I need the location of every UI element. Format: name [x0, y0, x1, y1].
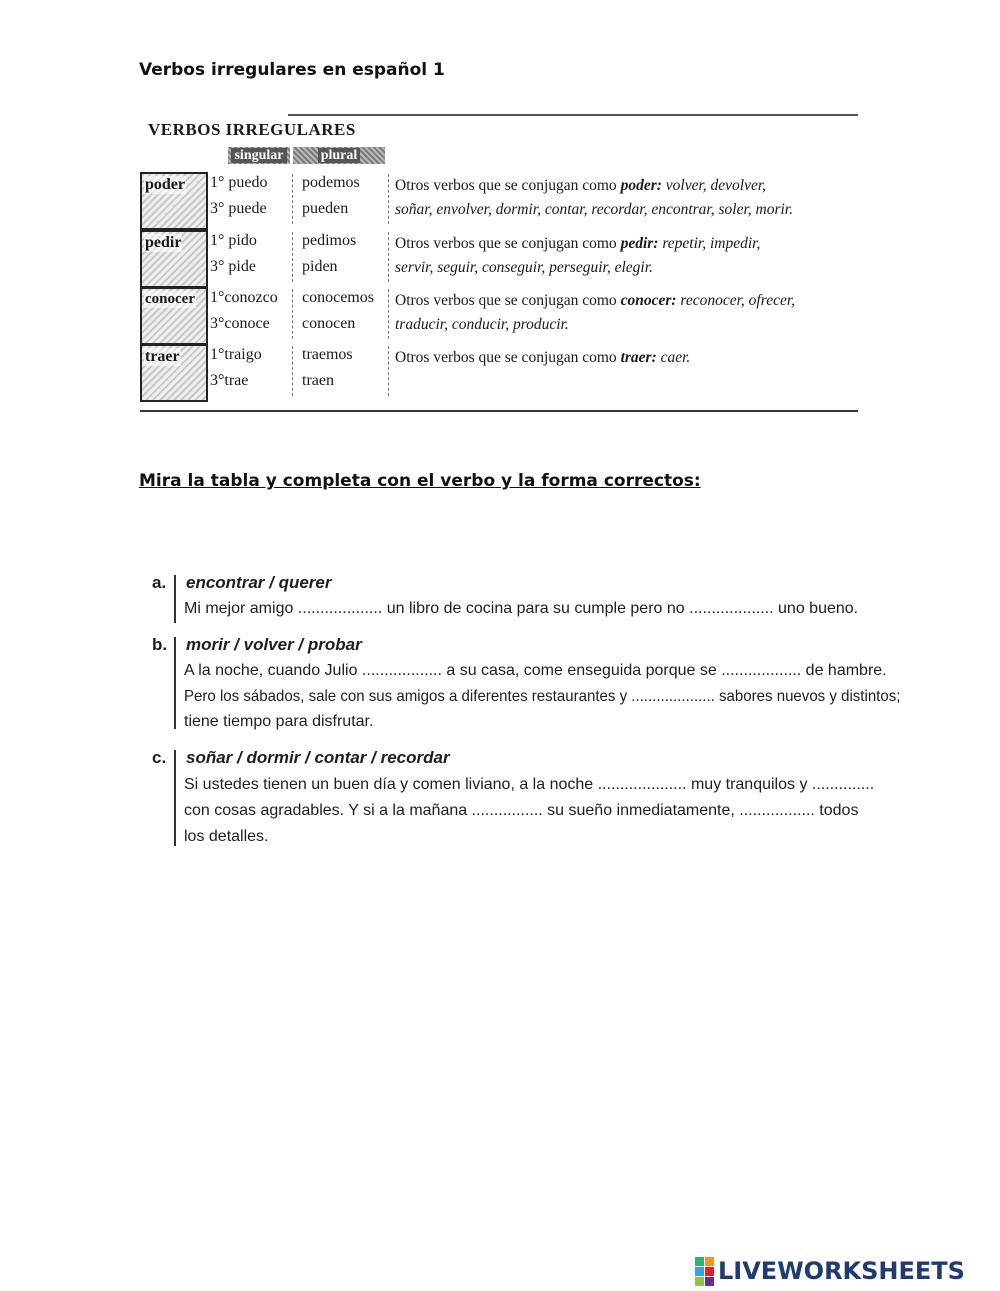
- divider: [292, 232, 293, 282]
- logo-block: [695, 1277, 704, 1286]
- note-prefix: Otros verbos que se conjugan como: [395, 292, 617, 309]
- divider: [292, 174, 293, 224]
- conjugation-note: [395, 346, 860, 370]
- form-plur1: traemos: [302, 346, 353, 363]
- note-verb: pedir:: [620, 235, 659, 252]
- note-line1: caer.: [660, 349, 691, 366]
- verb-box: [140, 287, 208, 345]
- logo-block: [705, 1257, 714, 1266]
- verb-box: [140, 172, 208, 230]
- divider: [292, 346, 293, 396]
- divider: [388, 346, 389, 396]
- form-sing3: 3°trae: [210, 372, 249, 389]
- page-title: Verbos irregulares en español 1: [139, 60, 445, 80]
- divider: [174, 575, 176, 623]
- logo-block: [695, 1257, 704, 1266]
- note-line2: servir, seguir, conseguir, perseguir, elegir.: [395, 259, 653, 276]
- verb-name: poder: [145, 176, 185, 193]
- form-plur1: conocemos: [302, 289, 374, 306]
- form-sing3: 3° puede: [210, 200, 267, 217]
- verb-row-pedir: [140, 230, 860, 286]
- note-line2: traducir, conducir, producir.: [395, 316, 569, 333]
- logo-icon: [695, 1257, 714, 1286]
- divider: [174, 750, 176, 846]
- logo-block: [705, 1277, 714, 1286]
- exercise-letter: a.: [152, 573, 167, 592]
- exercise-sentence: Pero los sábados, sale con sus amigos a diferentes restaurantes y .................... sabores nuevos y distintos;: [184, 688, 901, 705]
- form-sing1: 1° puedo: [210, 174, 268, 191]
- form-sing3: 3° pide: [210, 258, 256, 275]
- form-sing1: 1°conozco: [210, 289, 278, 306]
- conjugation-note: [395, 232, 860, 280]
- verb-box: [140, 230, 208, 288]
- instruction-text: Mira la tabla y completa con el verbo y la forma correctos:: [139, 471, 701, 491]
- form-sing3: 3°conoce: [210, 315, 270, 332]
- header-plural: plural: [293, 147, 385, 164]
- verb-name: pedir: [145, 234, 182, 251]
- note-verb: conocer:: [620, 292, 677, 309]
- verb-table-title: VERBOS IRREGULARES: [148, 120, 356, 139]
- note-verb: poder:: [620, 177, 662, 194]
- liveworksheets-logo: [695, 1256, 965, 1286]
- note-line1: volver, devolver,: [665, 177, 767, 194]
- divider: [292, 289, 293, 339]
- form-plur1: pedimos: [302, 232, 357, 249]
- note-prefix: Otros verbos que se conjugan como: [395, 235, 617, 252]
- form-plur1: podemos: [302, 174, 360, 191]
- note-verb: traer:: [620, 349, 657, 366]
- note-line2: soñar, envolver, dormir, contar, recordar, encontrar, soler, morir.: [395, 201, 793, 218]
- form-plur3: pueden: [302, 200, 349, 217]
- note-line1: repetir, impedir,: [662, 235, 761, 252]
- exercise-verbs: encontrar / querer: [186, 573, 332, 592]
- exercise-verbs: soñar / dormir / contar / recordar: [186, 748, 450, 767]
- exercise-sentence: A la noche, cuando Julio .................. a su casa, come enseguida porque se .................. de hambre.: [184, 662, 887, 679]
- verb-row-poder: [140, 172, 860, 228]
- exercise-letter: b.: [152, 635, 168, 654]
- divider: [288, 114, 858, 116]
- divider: [174, 637, 176, 729]
- divider: [388, 289, 389, 339]
- exercise-sentence: con cosas agradables. Y si a la mañana ................ su sueño inmediatamente, ................. todos: [184, 802, 859, 819]
- divider: [388, 174, 389, 224]
- exercise-sentence: los detalles.: [184, 828, 269, 845]
- verb-row-traer: [140, 344, 860, 400]
- exercise-sentence: Si ustedes tienen un buen día y comen liviano, a la noche .................... muy tranquilos y ..............: [184, 776, 875, 793]
- exercise-verbs: morir / volver / probar: [186, 635, 362, 654]
- verb-table-scan: [138, 110, 860, 418]
- form-sing1: 1°traigo: [210, 346, 262, 363]
- verb-name: traer: [145, 348, 180, 365]
- logo-block: [695, 1267, 704, 1276]
- form-sing1: 1° pido: [210, 232, 257, 249]
- note-prefix: Otros verbos que se conjugan como: [395, 177, 617, 194]
- brand-name: LIVEWORKSHEETS: [718, 1257, 965, 1285]
- exercise-sentence: Mi mejor amigo ................... un libro de cocina para su cumple pero no ................... uno bueno.: [184, 600, 859, 617]
- form-plur3: piden: [302, 258, 338, 275]
- exercise-sentence: tiene tiempo para disfrutar.: [184, 713, 374, 730]
- divider: [388, 232, 389, 282]
- verb-box: [140, 344, 208, 402]
- form-plur3: traen: [302, 372, 334, 389]
- note-line1: reconocer, ofrecer,: [680, 292, 796, 309]
- conjugation-note: [395, 174, 860, 222]
- conjugation-note: [395, 289, 860, 337]
- logo-block: [705, 1267, 714, 1276]
- verb-name: conocer: [145, 291, 195, 307]
- form-plur3: conocen: [302, 315, 356, 332]
- note-prefix: Otros verbos que se conjugan como: [395, 349, 617, 366]
- exercise-letter: c.: [152, 748, 167, 767]
- divider: [140, 410, 858, 412]
- verb-row-conocer: [140, 287, 860, 343]
- header-singular: singular: [228, 147, 290, 164]
